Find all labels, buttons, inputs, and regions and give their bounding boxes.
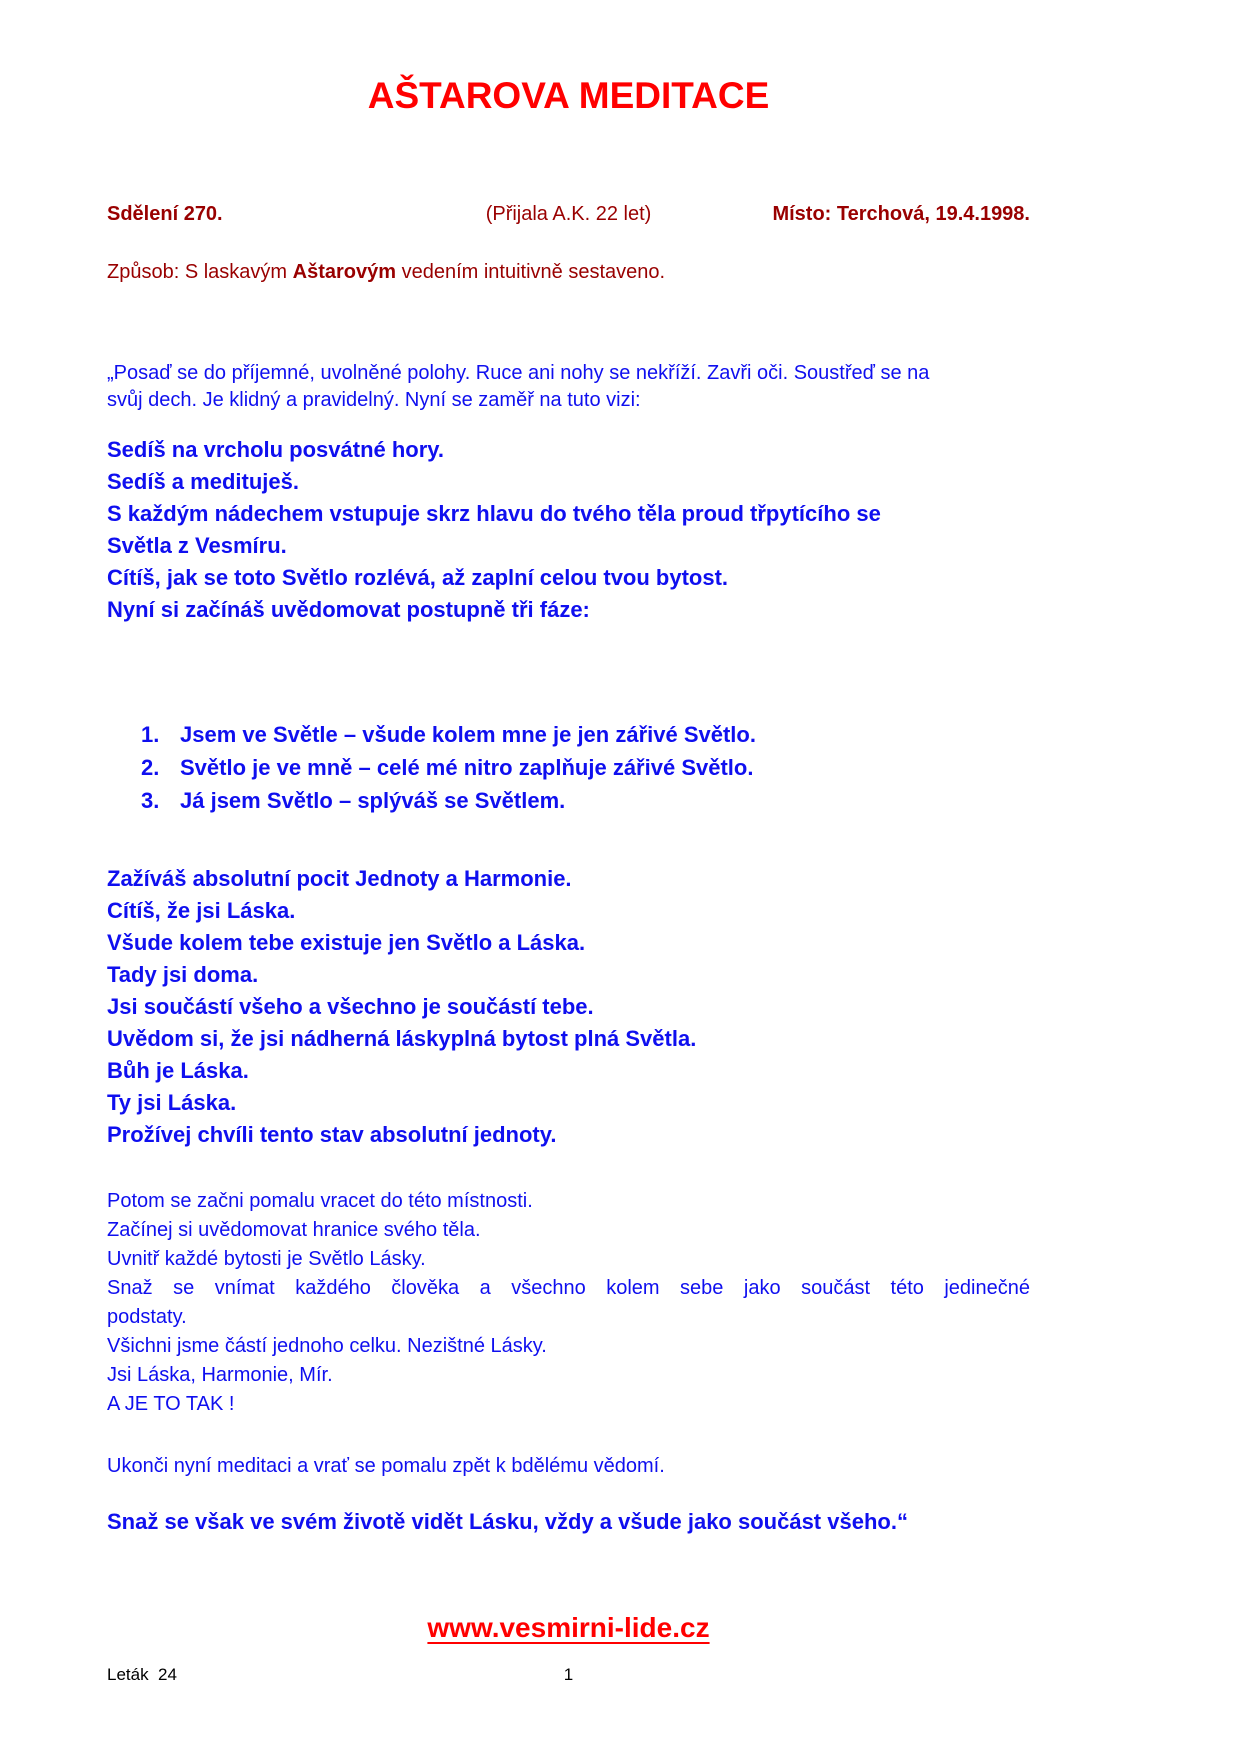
affirmation-line: Bůh je Láska. (107, 1058, 249, 1083)
link-row (107, 1612, 1030, 1644)
page-footer (107, 1664, 1030, 1686)
affirmation-block (107, 863, 1030, 1151)
affirmation-line: Prožívej chvíli tento stav absolutní jednoty. (107, 1122, 557, 1147)
return-line: podstaty. (107, 1306, 187, 1328)
affirmation-line: Všude kolem tebe existuje jen Světlo a Láska. (107, 930, 586, 955)
meditation-line: Cítíš, jak se toto Světlo rozlévá, až zaplní celou tvou bytost. (107, 565, 729, 590)
affirmation-line: Zažíváš absolutní pocit Jednoty a Harmonie. (107, 866, 572, 891)
website-link[interactable]: www.vesmirni-lide.cz (427, 1612, 710, 1643)
return-line: Všichni jsme částí jednoho celku. Nezištné Lásky. (107, 1335, 547, 1357)
meditation-line: Sedíš a medituješ. (107, 469, 299, 494)
affirmation-line: Cítíš, že jsi Láska. (107, 898, 296, 923)
return-line: Začínej si uvědomovat hranice svého těla. (107, 1219, 481, 1241)
phase-item (107, 784, 1030, 817)
phases-list (107, 718, 1030, 817)
phase-item (107, 751, 1030, 784)
final-exhortation: Snaž se však ve svém životě vidět Lásku, vždy a všude jako součást všeho.“ (107, 1509, 908, 1534)
method-emphasis: Aštarovým (292, 261, 397, 283)
meditation-line: Sedíš na vrcholu posvátné hory. (107, 437, 445, 462)
meditation-block (107, 434, 1030, 626)
page-title: AŠTAROVA MEDITACE (367, 75, 770, 116)
method-prefix: Způsob: S laskavým (107, 261, 288, 283)
footer-page-number: 1 (563, 1665, 574, 1684)
return-line: Uvnitř každé bytosti je Světlo Lásky. (107, 1248, 426, 1270)
method-suffix: vedením intuitivně sestaveno. (401, 261, 666, 283)
phase-text: Světlo je ve mně – celé mé nitro zaplňuje zářivé Světlo. (180, 755, 754, 780)
affirmation-line: Tady jsi doma. (107, 962, 259, 987)
return-line-justified: Snaž se vnímat každého člověka a všechno kolem sebe jako součást této jedinečné (107, 1277, 1030, 1299)
place-date: Místo: Terchová, 19.4.1998. (772, 203, 1030, 225)
footer-leaflet-label: Leták 24 (107, 1665, 177, 1684)
return-block (107, 1187, 1030, 1419)
receiver-info: (Přijala A.K. 22 let) (485, 203, 652, 225)
method-line (107, 260, 1030, 284)
intro-paragraph (107, 360, 1030, 414)
footer-spacer (573, 1664, 1030, 1686)
affirmation-line: Ty jsi Láska. (107, 1090, 237, 1115)
meditation-line: S každým nádechem vstupuje skrz hlavu do tvého těla proud třpytícího se (107, 501, 881, 526)
phase-text: Já jsem Světlo – splýváš se Světlem. (180, 788, 566, 813)
affirmation-line: Jsi součástí všeho a všechno je součástí tebe. (107, 994, 594, 1019)
phase-number: 1. (141, 722, 160, 747)
communication-number: Sdělení 270. (107, 203, 223, 225)
meditation-line: Světla z Vesmíru. (107, 533, 287, 558)
phase-number: 3. (141, 788, 160, 813)
ending-line: Ukonči nyní meditaci a vrať se pomalu zpět k bdělému vědomí. (107, 1455, 665, 1477)
meta-row (107, 202, 1030, 226)
intro-line: svůj dech. Je klidný a pravidelný. Nyní se zaměř na tuto vizi: (107, 389, 641, 411)
phase-text: Jsem ve Světle – všude kolem mne je jen zářivé Světlo. (180, 722, 756, 747)
return-line: Potom se začni pomalu vracet do této místnosti. (107, 1190, 533, 1212)
phase-item (107, 718, 1030, 751)
affirmation-exclamation-line: A JE TO TAK ! (107, 1393, 235, 1415)
meditation-line: Nyní si začínáš uvědomovat postupně tři fáze: (107, 597, 590, 622)
intro-line: „Posaď se do příjemné, uvolněné polohy. Ruce ani nohy se nekříží. Zavři oči. Soustřeď se na (107, 362, 930, 384)
phase-number: 2. (141, 755, 160, 780)
affirmation-line: Uvědom si, že jsi nádherná láskyplná bytost plná Světla. (107, 1026, 697, 1051)
return-line: Jsi Láska, Harmonie, Mír. (107, 1364, 333, 1386)
